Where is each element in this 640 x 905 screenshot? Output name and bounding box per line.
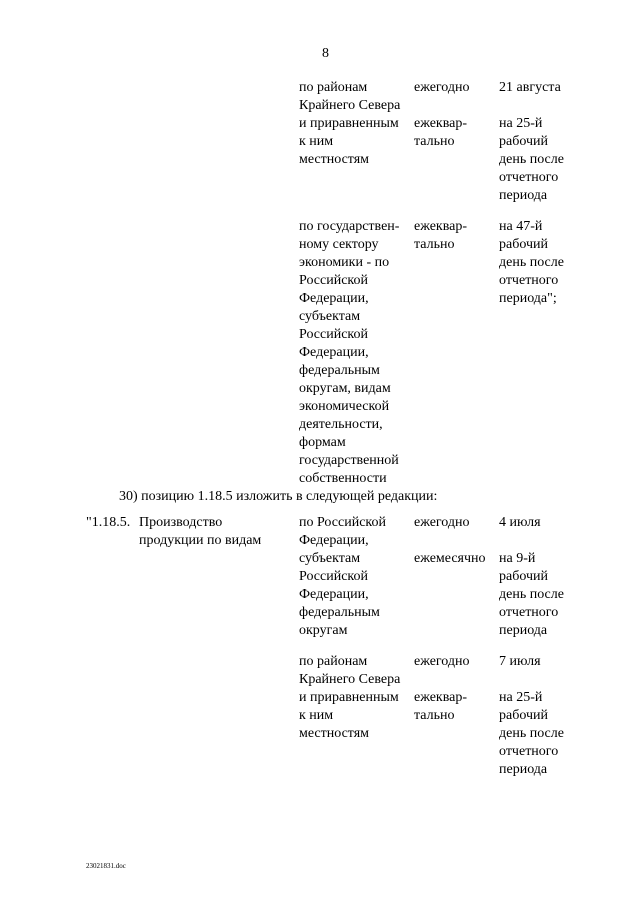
block3-name bbox=[139, 514, 261, 550]
block2-area bbox=[299, 218, 399, 488]
text-line: на 25-й bbox=[499, 116, 543, 131]
text-line: Крайнего Севера bbox=[299, 672, 401, 687]
text-line: деятельности, bbox=[299, 417, 383, 432]
block3-frequency-annual: ежегодно bbox=[414, 515, 470, 530]
text-line: Крайнего Севера bbox=[299, 98, 401, 113]
block1-frequency-annual: ежегодно bbox=[414, 80, 470, 95]
text-line: субъектам bbox=[299, 551, 361, 566]
text-line: формам bbox=[299, 435, 346, 450]
block3-deadline-monthly bbox=[499, 550, 564, 640]
block3-deadline-annual: 4 июля bbox=[499, 515, 541, 530]
block2-frequency bbox=[414, 218, 467, 254]
text-line: округам bbox=[299, 623, 348, 638]
text-line: ежеквар- bbox=[414, 116, 468, 131]
block3-area bbox=[299, 514, 386, 640]
block3-frequency-monthly: ежемесячно bbox=[414, 551, 486, 566]
text-line: Российской bbox=[299, 273, 368, 288]
text-line: день после bbox=[499, 255, 564, 270]
footer-filename: 23021831.doc bbox=[86, 862, 126, 870]
text-line: Производство bbox=[139, 515, 223, 530]
text-line: к ним bbox=[299, 134, 334, 149]
text-line: отчетного bbox=[499, 744, 559, 759]
text-line: рабочий bbox=[499, 237, 548, 252]
text-line: Федерации, bbox=[299, 345, 369, 360]
text-line: на 47-й bbox=[499, 219, 543, 234]
text-line: ежеквар- bbox=[414, 219, 468, 234]
text-line: Российской bbox=[299, 569, 368, 584]
text-line: тально bbox=[414, 134, 455, 149]
text-line: государственной bbox=[299, 453, 399, 468]
block1-frequency-quarterly bbox=[414, 115, 467, 151]
text-line: рабочий bbox=[499, 569, 548, 584]
paragraph-30: 30) позицию 1.18.5 изложить в следующей редакции: bbox=[119, 489, 438, 504]
text-line: федеральным bbox=[299, 605, 380, 620]
text-line: Федерации, bbox=[299, 291, 369, 306]
text-line: день после bbox=[499, 152, 564, 167]
text-line: по Российской bbox=[299, 515, 386, 530]
text-line: день после bbox=[499, 587, 564, 602]
block1-area bbox=[299, 79, 400, 169]
text-line: продукции по видам bbox=[139, 533, 262, 548]
text-line: местностям bbox=[299, 152, 370, 167]
text-line: Российской bbox=[299, 327, 368, 342]
text-line: периода bbox=[499, 623, 548, 638]
block4-frequency-annual: ежегодно bbox=[414, 654, 470, 669]
text-line: субъектам bbox=[299, 309, 361, 324]
text-line: на 25-й bbox=[499, 690, 543, 705]
text-line: рабочий bbox=[499, 708, 548, 723]
text-line: ежеквар- bbox=[414, 690, 468, 705]
text-line: и приравненным bbox=[299, 690, 399, 705]
block1-deadline-quarterly bbox=[499, 115, 564, 205]
block4-frequency-quarterly bbox=[414, 689, 467, 725]
block4-deadline-quarterly bbox=[499, 689, 564, 779]
block2-deadline bbox=[499, 218, 564, 308]
text-line: к ним bbox=[299, 708, 334, 723]
text-line: округам, видам bbox=[299, 381, 391, 396]
text-line: отчетного bbox=[499, 605, 559, 620]
text-line: экономики - по bbox=[299, 255, 390, 270]
text-line: местностям bbox=[299, 726, 370, 741]
text-line: собственности bbox=[299, 471, 387, 486]
text-line: тально bbox=[414, 237, 455, 252]
text-line: отчетного bbox=[499, 170, 559, 185]
block3-code: "1.18.5. bbox=[86, 515, 131, 530]
text-line: день после bbox=[499, 726, 564, 741]
text-line: и приравненным bbox=[299, 116, 399, 131]
block1-deadline-annual: 21 августа bbox=[499, 80, 561, 95]
text-line: на 9-й bbox=[499, 551, 536, 566]
page-number: 8 bbox=[322, 46, 329, 61]
text-line: по государствен- bbox=[299, 219, 400, 234]
text-line: отчетного bbox=[499, 273, 559, 288]
block4-deadline-annual: 7 июля bbox=[499, 654, 541, 669]
text-line: экономической bbox=[299, 399, 390, 414]
text-line: периода bbox=[499, 188, 548, 203]
text-line: рабочий bbox=[499, 134, 548, 149]
text-line: Федерации, bbox=[299, 587, 369, 602]
text-line: периода"; bbox=[499, 291, 557, 306]
text-line: ному сектору bbox=[299, 237, 379, 252]
text-line: тально bbox=[414, 708, 455, 723]
text-line: периода bbox=[499, 762, 548, 777]
block4-area bbox=[299, 653, 400, 743]
text-line: по районам bbox=[299, 654, 368, 669]
text-line: Федерации, bbox=[299, 533, 369, 548]
text-line: федеральным bbox=[299, 363, 380, 378]
text-line: по районам bbox=[299, 80, 368, 95]
